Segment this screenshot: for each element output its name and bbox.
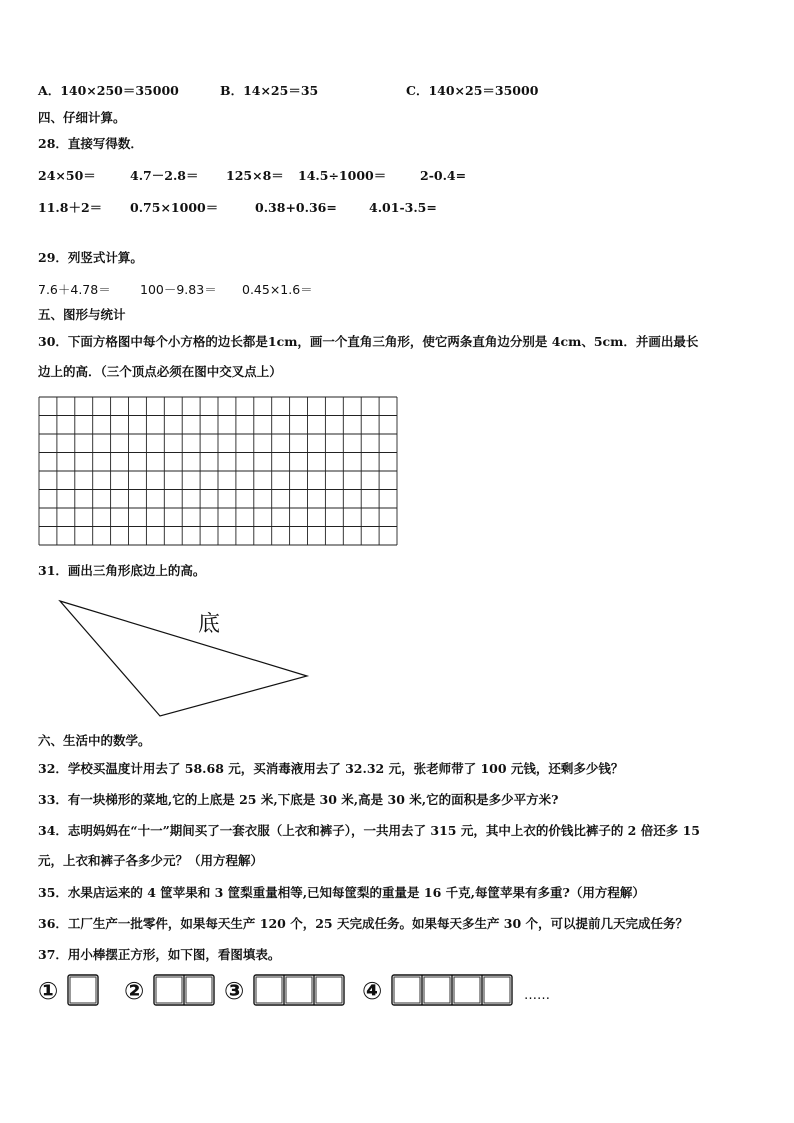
- q28-item: 0.75×1000＝: [130, 200, 219, 215]
- q30-line2: 边上的高．（三个顶点必须在图中交叉点上）: [38, 364, 282, 379]
- stick-square-inner: [454, 977, 480, 1003]
- q35-text: 35．水果店运来的 4 筐苹果和 3 筐梨重量相等,已知每筐梨的重量是 16 千克,每筐苹果有多重?（用方程解）: [38, 885, 645, 900]
- q28-item: 14.5÷1000＝: [298, 168, 387, 183]
- square-grid: [38, 396, 400, 548]
- ellipsis: ……: [524, 988, 550, 1003]
- stick-square-inner: [186, 977, 212, 1003]
- q29-prompt: 29．列竖式计算。: [38, 250, 143, 265]
- q36-text: 36．工厂生产一批零件，如果每天生产 120 个，25 天完成任务。如果每天多生产 30 个，可以提前几天完成任务？: [38, 916, 689, 931]
- figure-number: ③: [224, 977, 245, 1005]
- stick-square-inner: [424, 977, 450, 1003]
- figure-number: ②: [124, 977, 145, 1005]
- q29-item: 100－9.83＝: [140, 282, 217, 297]
- q28-item: 4.01-3.5=: [369, 200, 437, 215]
- q27-option-c: C．140×25＝35000: [406, 83, 539, 98]
- q28-item: 2-0.4=: [420, 168, 467, 183]
- stick-square-inner: [484, 977, 510, 1003]
- q34-line2: 元，上衣和裤子各多少元？（用方程解）: [38, 853, 264, 868]
- figure-number: ①: [38, 977, 59, 1005]
- stick-square-group: [254, 975, 344, 1005]
- q33-text: 33．有一块梯形的菜地,它的上底是 25 米,下底是 30 米,高是 30 米,它的面积是多少平方米?: [38, 792, 559, 807]
- triangle: [60, 601, 307, 716]
- q28-item: 4.7－2.8＝: [130, 168, 199, 183]
- q28-item: 24×50＝: [38, 168, 96, 183]
- q32-text: 32．学校买温度计用去了 58.68 元，买消毒液用去了 32.32 元，张老师带了 100 元钱，还剩多少钱？: [38, 761, 624, 776]
- section-6-title: 六、生活中的数学。: [38, 733, 151, 748]
- q37-prompt: 37．用小棒摆正方形，如下图，看图填表。: [38, 947, 281, 962]
- q28-prompt: 28．直接写得数．: [38, 136, 143, 151]
- stick-square-group: [68, 975, 98, 1005]
- stick-square-inner: [286, 977, 312, 1003]
- stick-squares-figure: [36, 970, 576, 1014]
- q27-option-a: A．140×250＝35000: [38, 83, 179, 98]
- stick-square-inner: [156, 977, 182, 1003]
- q28-item: 11.8＋2＝: [38, 200, 103, 215]
- q29-item: 7.6＋4.78＝: [38, 282, 111, 297]
- triangle-figure: [40, 590, 320, 725]
- stick-square-inner: [256, 977, 282, 1003]
- base-label: 底: [198, 612, 221, 637]
- q28-item: 0.38+0.36=: [255, 200, 337, 215]
- section-4-title: 四、仔细计算。: [38, 110, 126, 125]
- q34-line1: 34．志明妈妈在“十一”期间买了一套衣服（上衣和裤子），一共用去了 315 元，其中上衣的价钱比裤子的 2 倍还多 15: [38, 823, 700, 838]
- q31-prompt: 31．画出三角形底边上的高。: [38, 563, 206, 578]
- q29-item: 0.45×1.6＝: [242, 282, 313, 297]
- figure-number: ④: [362, 977, 383, 1005]
- stick-square-inner: [394, 977, 420, 1003]
- q27-option-b: B．14×25＝35: [220, 83, 319, 98]
- q30-line1: 30．下面方格图中每个小方格的边长都是1cm，画一个直角三角形，使它两条直角边分别是 4cm、5cm．并画出最长: [38, 334, 699, 349]
- section-5-title: 五、图形与统计: [38, 307, 126, 322]
- stick-square-inner: [70, 977, 96, 1003]
- q28-item: 125×8＝: [226, 168, 284, 183]
- stick-square-inner: [316, 977, 342, 1003]
